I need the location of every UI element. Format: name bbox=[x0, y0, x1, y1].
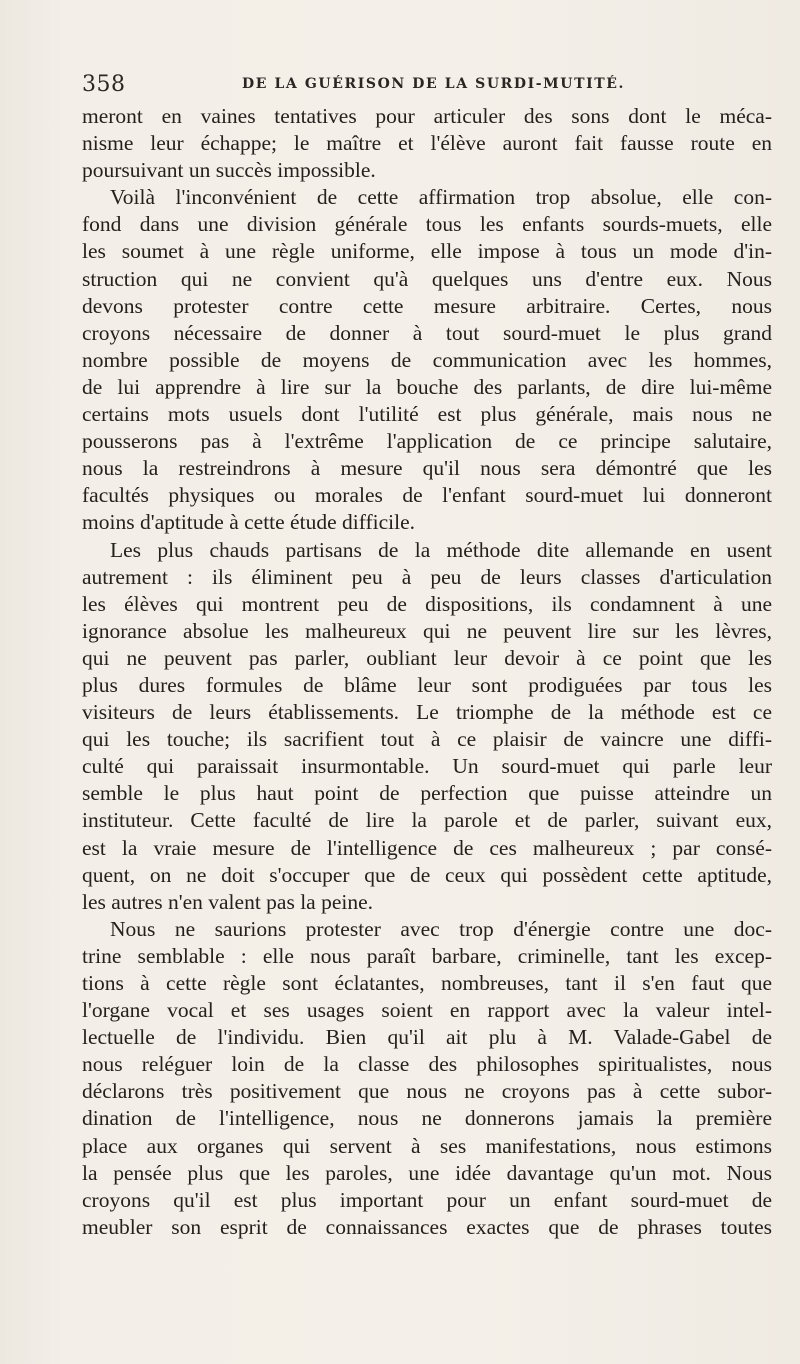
text-line: croyons qu'il est plus important pour un enfant sourd-muet de bbox=[82, 1187, 772, 1212]
text-line: nisme leur échappe; le maître et l'élève auront fait fausse route en bbox=[82, 131, 772, 156]
text-line: pousserons pas à l'extrême l'application de ce principe salutaire, bbox=[82, 429, 772, 454]
paragraph-start-line: Les plus chauds partisans de la méthode dite allemande en usent bbox=[110, 537, 772, 562]
page-header bbox=[82, 72, 772, 102]
text-line: fond dans une division générale tous les enfants sourds-muets, elle bbox=[82, 212, 772, 237]
text-line: l'organe vocal et ses usages soient en rapport avec la valeur intel- bbox=[82, 998, 772, 1023]
text-line: meubler son esprit de connaissances exactes que de phrases toutes bbox=[82, 1214, 772, 1239]
text-line: meront en vaines tentatives pour articuler des sons dont le méca- bbox=[82, 104, 772, 128]
text-line: plus dures formules de blâme leur sont prodiguées par tous les bbox=[82, 672, 772, 697]
text-line: instituteur. Cette faculté de lire la parole et de parler, suivant eux, bbox=[82, 808, 772, 833]
text-line: nous la restreindrons à mesure qu'il nous sera démontré que les bbox=[82, 456, 772, 481]
text-line: devons protester contre cette mesure arbitraire. Certes, nous bbox=[82, 293, 772, 318]
text-line: certains mots usuels dont l'utilité est plus générale, mais nous ne bbox=[82, 402, 772, 427]
text-line: de lui apprendre à lire sur la bouche des parlants, de dire lui-même bbox=[82, 374, 772, 399]
paragraph-start-line: Nous ne saurions protester avec trop d'énergie contre une doc- bbox=[110, 916, 772, 941]
text-line: croyons nécessaire de donner à tout sourd-muet le plus grand bbox=[82, 320, 772, 345]
text-line: dination de l'intelligence, nous ne donnerons jamais la première bbox=[82, 1106, 772, 1131]
text-line: poursuivant un succès impossible. bbox=[82, 158, 376, 183]
text-line: tions à cette règle sont éclatantes, nombreuses, tant il s'en faut que bbox=[82, 971, 772, 995]
text-line: semble le plus haut point de perfection que puisse atteindre un bbox=[82, 781, 772, 806]
body-text bbox=[82, 103, 772, 1241]
text-line: les élèves qui montrent peu de dispositions, ils condamnent à une bbox=[82, 591, 772, 616]
text-line: moins d'aptitude à cette étude difficile. bbox=[82, 510, 416, 535]
text-line: qui ne peuvent pas parler, oubliant leur devoir à ce point que les bbox=[82, 645, 772, 670]
text-line: autrement : ils éliminent peu à peu de leurs classes d'articulation bbox=[82, 564, 772, 589]
text-line: les autres n'en valent pas la peine. bbox=[82, 889, 374, 914]
text-line: est la vraie mesure de l'intelligence de ces malheureux ; par consé- bbox=[82, 835, 772, 860]
text-line: quent, on ne doit s'occuper que de ceux qui possèdent cette aptitude, bbox=[82, 862, 772, 887]
text-line: place aux organes qui servent à ses manifestations, nous estimons bbox=[82, 1133, 772, 1158]
running-title: DE LA GUÉRISON DE LA SURDI-MUTITÉ. bbox=[242, 76, 626, 92]
text-line: nous reléguer loin de la classe des philosophes spiritualistes, nous bbox=[82, 1052, 772, 1077]
text-line: qui les touche; ils sacrifient tout à ce plaisir de vaincre une diffi- bbox=[82, 727, 772, 752]
paragraph-start-line: Voilà l'inconvénient de cette affirmation trop absolue, elle con- bbox=[110, 185, 772, 210]
text-line: déclarons très positivement que nous ne croyons pas à cette subor- bbox=[82, 1079, 772, 1104]
text-line: la pensée plus que les paroles, une idée davantage qu'un mot. Nous bbox=[82, 1160, 772, 1185]
text-line: culté qui paraissait insurmontable. Un sourd-muet qui parle leur bbox=[82, 754, 772, 779]
text-line: struction qui ne convient qu'à quelques uns d'entre eux. Nous bbox=[82, 266, 772, 291]
text-line: les soumet à une règle uniforme, elle impose à tous un mode d'in- bbox=[82, 239, 772, 264]
text-line: nombre possible de moyens de communication avec les hommes, bbox=[82, 347, 772, 372]
text-line: trine semblable : elle nous paraît barbare, criminelle, tant les excep- bbox=[82, 943, 772, 968]
text-line: ignorance absolue les malheureux qui ne peuvent lire sur les lèvres, bbox=[82, 618, 772, 643]
text-line: visiteurs de leurs établissements. Le triomphe de la méthode est ce bbox=[82, 700, 772, 725]
text-line: facultés physiques ou morales de l'enfant sourd-muet lui donneront bbox=[82, 483, 772, 508]
page-number: 358 bbox=[82, 72, 126, 97]
text-line: lectuelle de l'individu. Bien qu'il ait plu à M. Valade-Gabel de bbox=[82, 1025, 772, 1050]
